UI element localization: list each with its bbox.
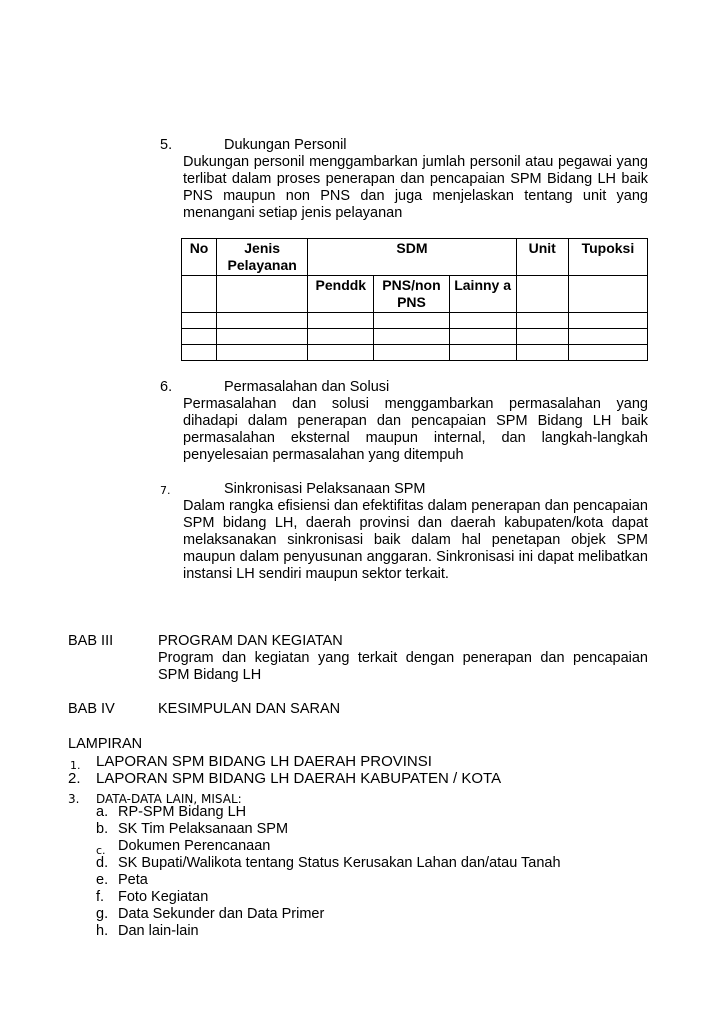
table-cell bbox=[308, 345, 374, 361]
table-cell bbox=[568, 313, 647, 329]
table-cell bbox=[449, 329, 516, 345]
sub-item-letter: f. bbox=[96, 889, 105, 905]
table-header-row bbox=[182, 239, 648, 276]
table-cell bbox=[217, 313, 308, 329]
sub-item-letter: c. bbox=[96, 844, 106, 857]
header-jenis-pelayanan: Jenis Pelayanan bbox=[217, 239, 308, 276]
lampiran-item-text: LAPORAN SPM BIDANG LH DAERAH PROVINSI bbox=[96, 753, 432, 770]
sub-item-text: Dan lain-lain bbox=[118, 923, 199, 939]
item-6-number: 6. bbox=[160, 379, 173, 395]
sub-item-letter: b. bbox=[96, 821, 109, 837]
table-cell bbox=[449, 313, 516, 329]
sub-item-text: Peta bbox=[118, 872, 148, 888]
lampiran-item-number: 2. bbox=[68, 770, 81, 787]
table-row bbox=[182, 313, 648, 329]
table-cell bbox=[449, 345, 516, 361]
table-cell bbox=[308, 329, 374, 345]
item-6-title: Permasalahan dan Solusi bbox=[224, 379, 390, 395]
table-cell bbox=[568, 345, 647, 361]
table-cell bbox=[182, 329, 217, 345]
table-cell bbox=[217, 329, 308, 345]
sub-item-text: Data Sekunder dan Data Primer bbox=[118, 906, 325, 922]
item-5-paragraph: Dukungan personil menggambarkan jumlah personil atau pegawai yang terlibat dalam proses penerapan dan pencapaian SPM Bidang LH baik PNS maupun non PNS dan juga menjelaskan tentang unit yang menangani setiap jenis pelayanan bbox=[183, 154, 648, 221]
sub-item-letter: h. bbox=[96, 923, 109, 939]
sub-item-letter: d. bbox=[96, 855, 109, 871]
item-7-paragraph: Dalam rangka efisiensi dan efektifitas dalam penerapan dan pencapaian SPM bidang LH, daerah provinsi dan daerah kabupaten/kota dapat melaksanakan sinkronisasi baik dalam hal penetapan objek SPM maupun dalam penyusunan anggaran. Sinkronisasi ini dapat melibatkan instansi LH sendiri maupun sektor terkait. bbox=[183, 498, 648, 582]
item-7-number: 7. bbox=[160, 484, 171, 497]
bab-4-title: KESIMPULAN DAN SARAN bbox=[158, 701, 341, 717]
bab-3-title: PROGRAM DAN KEGIATAN bbox=[158, 633, 343, 649]
header-penddk: Penddk bbox=[308, 276, 374, 313]
item-6-paragraph: Permasalahan dan solusi menggambarkan permasalahan yang dihadapi dalam penerapan dan pencapaian SPM Bidang LH baik permasalahan eksternal maupun internal, dan langkah-langkah penyelesaian permasalahan yang ditempuh bbox=[183, 396, 648, 463]
header-lainnya: Lainny a bbox=[449, 276, 516, 313]
table-cell bbox=[374, 313, 449, 329]
table-cell bbox=[374, 345, 449, 361]
sub-item-text: Dokumen Perencanaan bbox=[118, 838, 271, 854]
lampiran-heading: LAMPIRAN bbox=[68, 736, 143, 752]
table-cell bbox=[516, 345, 568, 361]
table-cell bbox=[308, 313, 374, 329]
sub-item-text: RP-SPM Bidang LH bbox=[118, 804, 247, 820]
table-cell bbox=[374, 329, 449, 345]
item-5-number: 5. bbox=[160, 137, 173, 153]
table-cell bbox=[568, 329, 647, 345]
table-cell bbox=[516, 276, 568, 313]
item-5-title: Dukungan Personil bbox=[224, 137, 347, 153]
sub-item-letter: g. bbox=[96, 906, 109, 922]
sub-item-text: SK Bupati/Walikota tentang Status Kerusakan Lahan dan/atau Tanah bbox=[118, 855, 561, 871]
header-sdm: SDM bbox=[308, 239, 516, 276]
table-cell bbox=[182, 345, 217, 361]
sub-item-text: Foto Kegiatan bbox=[118, 889, 209, 905]
table-cell bbox=[182, 276, 217, 313]
lampiran-item-text: LAPORAN SPM BIDANG LH DAERAH KABUPATEN / KOTA bbox=[96, 770, 502, 787]
lampiran-item-number: 1. bbox=[70, 759, 81, 772]
sub-item-letter: a. bbox=[96, 804, 109, 820]
table-cell bbox=[217, 345, 308, 361]
bab-3-label: BAB III bbox=[68, 633, 114, 649]
table-cell bbox=[516, 329, 568, 345]
header-pns-non-pns: PNS/non PNS bbox=[374, 276, 449, 313]
table-row bbox=[182, 329, 648, 345]
personnel-table bbox=[181, 238, 648, 361]
header-unit: Unit bbox=[516, 239, 568, 276]
table-cell bbox=[182, 313, 217, 329]
header-no: No bbox=[182, 239, 217, 276]
bab-4-label: BAB IV bbox=[68, 701, 115, 717]
lampiran-item-number: 3. bbox=[68, 792, 80, 806]
item-7-title: Sinkronisasi Pelaksanaan SPM bbox=[224, 481, 426, 497]
table-subheader-row bbox=[182, 276, 648, 313]
sub-item-letter: e. bbox=[96, 872, 109, 888]
table-cell bbox=[217, 276, 308, 313]
table-cell bbox=[516, 313, 568, 329]
table-cell bbox=[568, 276, 647, 313]
lampiran-item-text: DATA-DATA LAIN, MISAL: bbox=[96, 792, 242, 806]
table-row bbox=[182, 345, 648, 361]
bab-3-paragraph: Program dan kegiatan yang terkait dengan penerapan dan pencapaian SPM Bidang LH bbox=[158, 650, 648, 683]
header-tupoksi: Tupoksi bbox=[568, 239, 647, 276]
sub-item-text: SK Tim Pelaksanaan SPM bbox=[118, 821, 289, 837]
